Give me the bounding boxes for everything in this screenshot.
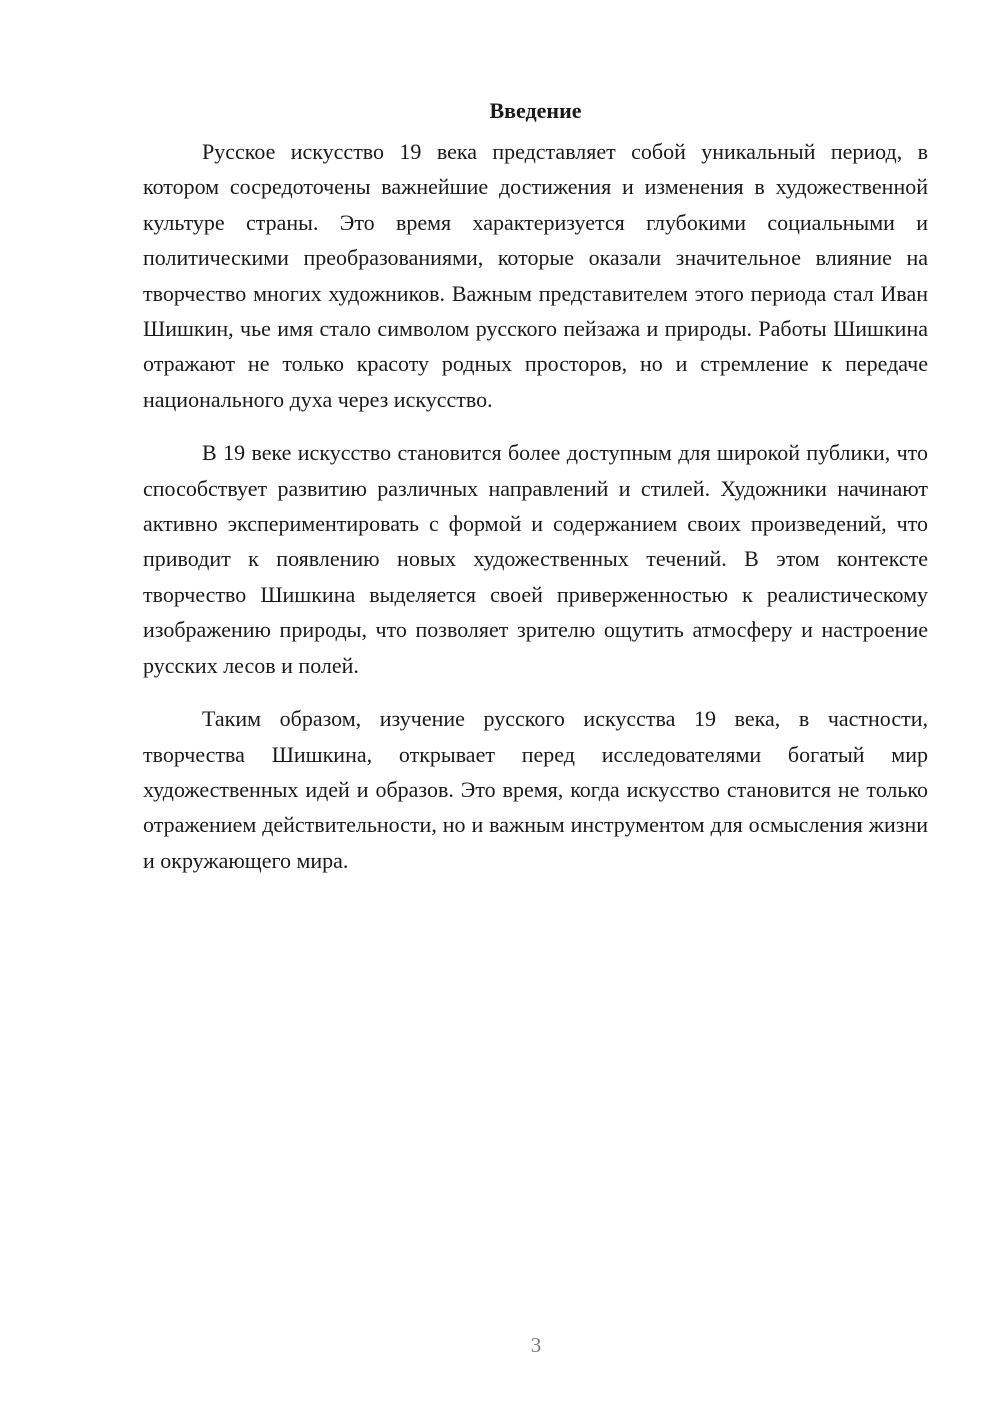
paragraph-3: Таким образом, изучение русского искусства 19 века, в частности, творчества Шишкина, открывает перед исследователями богатый мир художественных идей и образов. Это время, когда искусство становится не только отражением действительности, но и важным инструментом для осмысления жизни и окружающего мира. — [143, 706, 928, 873]
paragraph-2: В 19 веке искусство становится более доступным для широкой публики, что способствует развитию различных направлений и стилей. Художники начинают активно экспериментировать с формой и содержанием своих произведений, что приводит к появлению новых художественных течений. В этом контексте творчество Шишкина выделяется своей приверженностью к реалистическому изображению природы, что позволяет зрителю ощутить атмосферу и настроение русских лесов и полей. — [143, 440, 928, 678]
page-number: 3 — [530, 1333, 542, 1357]
section-heading: Введение — [489, 98, 582, 123]
page-content — [143, 96, 928, 878]
paragraph-1: Русское искусство 19 века представляет собой уникальный период, в котором сосредоточены важнейшие достижения и изменения в художественной культуре страны. Это время характеризуется глубокими социальными и политическими преобразованиями, которые оказали значительное влияние на творчество многих художников. Важным представителем этого периода стал Иван Шишкин, чье имя стало символом русского пейзажа и природы. Работы Шишкина отражают не только красоту родных просторов, но и стремление к передаче национального духа через искусство. — [143, 139, 928, 412]
